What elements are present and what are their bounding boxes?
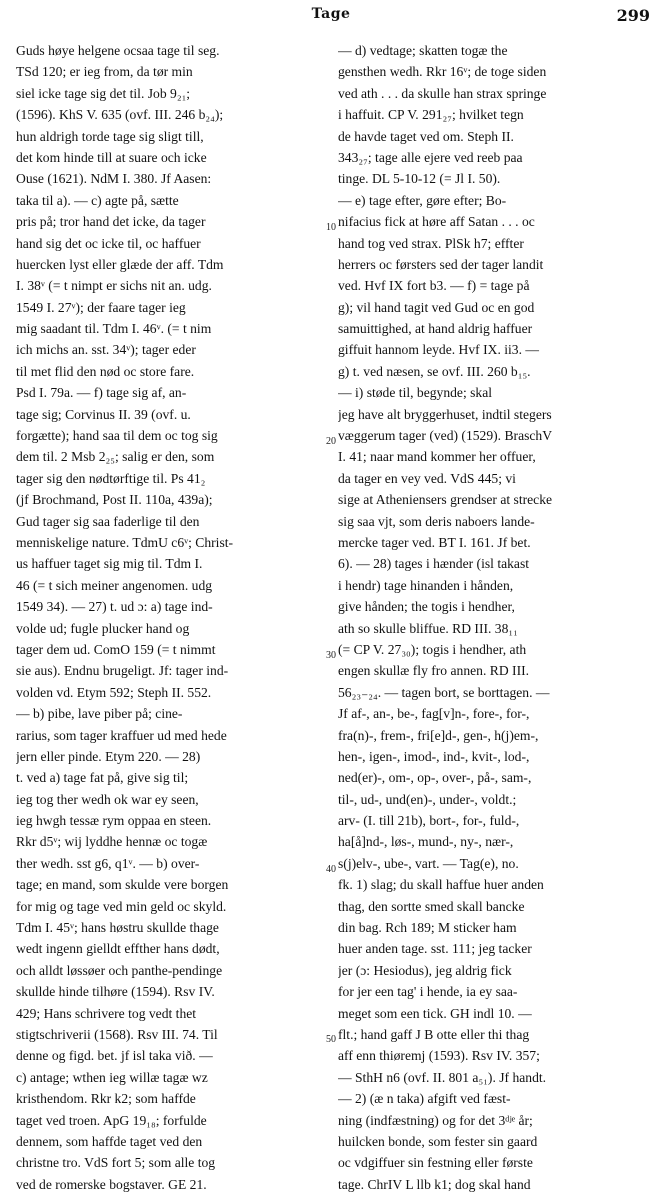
left-column-line: Rkr d5ᵛ; wij lyddhe hennæ oc togæ <box>16 834 208 850</box>
right-column-line: samuittighed, at hand aldrig haffuer <box>338 321 533 337</box>
line-number-50: 50 <box>326 1034 336 1045</box>
left-column-line: c) antage; wthen ieg willæ tagæ wz <box>16 1069 208 1085</box>
running-head: Tage <box>311 6 351 22</box>
right-column-line: huer anden tage. sst. 111; jeg tacker <box>338 941 532 957</box>
line-number-40: 40 <box>326 864 336 875</box>
left-column-line: forgætte); hand saa til dem oc tog sig <box>16 428 218 444</box>
right-column-line: ned(er)-, om-, op-, over-, på-, sam-, <box>338 770 532 786</box>
left-column-line: for mig og tage ved min geld oc skyld. <box>16 898 227 914</box>
left-column-line: ved de romerske bogstaver. GE 21. <box>16 1176 207 1192</box>
left-column-line: 1549 34). — 27) t. ud ɔ: a) tage ind- <box>16 599 213 615</box>
left-column-line: I. 38ᵛ (= t nimpt er sichs nit an. udg. <box>16 278 212 294</box>
left-column-line: taka til a). — c) agte på, sætte <box>16 192 179 208</box>
left-column-line: TSd 120; er ieg from, da tør min <box>16 64 193 80</box>
right-column-line: gensthen wedh. Rkr 16ᵛ; de toge siden <box>338 64 547 80</box>
left-column-line: ieg tog ther wedh ok war ey seen, <box>16 791 199 807</box>
right-column-line: engen skullæ fly fro annen. RD III. <box>338 663 530 679</box>
left-column-line: tager sig den nødtørftige til. Ps 41₂ <box>16 470 206 486</box>
left-column-line: huercken lyst eller glæde der aff. Tdm <box>16 256 224 272</box>
right-column-line: — e) tage efter, gøre efter; Bo- <box>338 192 507 208</box>
right-column-line: flt.; hand gaff J B otte eller thi thag <box>338 1026 530 1042</box>
right-column-line: tage. ChrIV L llb k1; dog skal hand <box>338 1176 531 1192</box>
right-column-line: I. 41; naar mand kommer her offuer, <box>338 449 536 465</box>
right-column-line: 56₂₃₋₂₄. — tagen bort, se borttagen. — <box>338 684 550 700</box>
right-column-line: g); vil hand tagit ved Gud oc en god <box>338 299 535 315</box>
left-column-line: pris på; tror hand det icke, da tager <box>16 214 206 230</box>
right-column-line: for jer een tag' i hende, ia ey saa- <box>338 984 518 1000</box>
left-column-line: 1549 I. 27ᵛ); der faare tager ieg <box>16 299 186 315</box>
right-column-line: — 2) (æ n taka) afgift ved fæst- <box>338 1091 511 1107</box>
left-column-line: dem til. 2 Msb 2₂₅; salig er den, som <box>16 449 215 465</box>
right-column-line: tinge. DL 5-10-12 (= Jl I. 50). <box>338 171 501 187</box>
left-column-line: (1596). KhS V. 635 (ovf. III. 246 b₂₄); <box>16 107 224 123</box>
right-column-line: 6). — 28) tages i hænder (isl takast <box>338 556 530 572</box>
left-column-line: tage; en mand, som skulde vere borgen <box>16 877 229 893</box>
left-column-line: stigtschriverii (1568). Rsv III. 74. Til <box>16 1026 218 1042</box>
left-column-line: — b) pibe, lave piber på; cine- <box>16 706 183 722</box>
left-column-line: jern eller pinde. Etym 220. — 28) <box>16 748 201 764</box>
line-number-10: 10 <box>326 222 336 233</box>
right-column-line: i haffuit. CP V. 291₂₇; hvilket tegn <box>338 107 524 123</box>
left-column-line: mig saadant til. Tdm I. 46ᵛ. (= t nim <box>16 321 212 337</box>
right-column-line: hand tog ved strax. PlSk h7; effter <box>338 235 524 251</box>
left-column-line: tage sig; Corvinus II. 39 (ovf. u. <box>16 406 191 422</box>
left-column-line: us haffuer taget sig mig til. Tdm I. <box>16 556 203 572</box>
right-column-line: arv- (I. till 21b), bort-, for-, fuld-, <box>338 813 520 829</box>
right-column-line: mercke tager ved. BT I. 161. Jf bet. <box>338 534 531 550</box>
left-column-line: denne og figd. bet. jf isl taka við. — <box>16 1048 213 1064</box>
page-number: 299 <box>616 6 650 25</box>
left-column-line: menniskelige nature. TdmU c6ᵛ; Christ- <box>16 534 234 550</box>
right-column-line: jer (ɔ: Hesiodus), jeg aldrig fick <box>338 962 512 978</box>
left-column-line: och alldt løssøer och panthe-pendinge <box>16 962 223 978</box>
left-column-line: 46 (= t sich meiner angenomen. udg <box>16 577 213 593</box>
right-column-line: meget som een tick. GH indl 10. — <box>338 1005 532 1021</box>
right-column-line: da tager en vey ved. VdS 445; vi <box>338 470 516 486</box>
right-column-line: nifacius fick at høre aff Satan . . . oc <box>338 214 535 230</box>
right-column-line: fk. 1) slag; du skall haffue huer anden <box>338 877 544 893</box>
right-column-line: 343₂₇; tage alle ejere ved reeb paa <box>338 149 523 165</box>
right-column-line: sig saa vjt, som deris naboers lande- <box>338 513 535 529</box>
right-column-line: sige at Atheniensers grendser at strecke <box>338 492 553 508</box>
right-column-line: give hånden; the togis i hendher, <box>338 599 515 615</box>
right-column-line: thag, den sortte smed skall bancke <box>338 898 525 914</box>
left-column-line: Ouse (1621). NdM I. 380. Jf Aasen: <box>16 171 212 187</box>
left-column-line: siel icke tage sig det til. Job 9₂₁; <box>16 85 191 101</box>
right-column-line: ha[å]nd-, løs-, mund-, ny-, nær-, <box>338 834 514 850</box>
right-column-line: herrers oc førsters sed der tager landit <box>338 256 544 272</box>
left-column-line: ther wedh. sst g6, q1ᵛ. — b) over- <box>16 855 200 871</box>
left-column-line: Psd I. 79a. — f) tage sig af, an- <box>16 385 187 401</box>
left-column-line: til met flid den nød oc store fare. <box>16 363 195 379</box>
right-column-line: aff enn thiøremj (1593). Rsv IV. 357; <box>338 1048 540 1064</box>
left-column-line: volde ud; fugle plucker hand og <box>16 620 190 636</box>
left-column-line: hun aldrigh torde tage sig sligt till, <box>16 128 204 144</box>
right-column-line: Jf af-, an-, be-, fag[v]n-, fore-, for-, <box>338 706 530 722</box>
left-column-line: taget ved troen. ApG 19₁₈; forfulde <box>16 1112 207 1128</box>
right-column-line: huilcken bonde, som fester sin gaard <box>338 1133 538 1149</box>
left-column-line: tager dem ud. ComO 159 (= t nimmt <box>16 641 216 657</box>
right-column-line: hen-, igen-, imod-, ind-, kvit-, lod-, <box>338 748 530 764</box>
left-column-line: kristhendom. Rkr k2; som haffde <box>16 1091 196 1107</box>
left-column-line: Guds høye helgene ocsaa tage til seg. <box>16 43 220 58</box>
left-column-line: hand sig det oc icke til, oc haffuer <box>16 235 201 251</box>
right-column-line: — d) vedtage; skatten togæ the <box>338 43 508 58</box>
right-column-line: s(j)elv-, ube-, vart. — Tag(e), no. <box>338 855 519 871</box>
left-column-line: (jf Brochmand, Post II. 110a, 439a); <box>16 492 213 508</box>
right-column-line: ath so skulle bliffue. RD III. 38₁₁ <box>338 620 518 636</box>
left-column <box>16 40 328 1195</box>
line-number-30: 30 <box>326 650 336 661</box>
right-column-line: i hendr) tage hinanden i hånden, <box>338 577 514 593</box>
left-column-line: Gud tager sig saa faderlige til den <box>16 513 200 529</box>
right-column-line: din bag. Rch 189; M sticker ham <box>338 920 517 936</box>
left-column-line: volden vd. Etym 592; Steph II. 552. <box>16 684 212 700</box>
right-column-line: de havde taget ved om. Steph II. <box>338 128 514 144</box>
left-column-line: skullde hinde tilhøre (1594). Rsv IV. <box>16 984 215 1000</box>
left-column-line: 429; Hans schrivere tog vedt thet <box>16 1005 197 1021</box>
right-column <box>338 40 650 1195</box>
left-column-line: sie aus). Endnu brugeligt. Jf: tager ind- <box>16 663 229 679</box>
right-column-line: — SthH n6 (ovf. II. 801 a₅₁). Jf handt. <box>338 1069 547 1085</box>
right-column-line: væggerum tager (ved) (1529). BraschV <box>338 428 553 444</box>
right-column-line: til-, ud-, und(en)-, under-, voldt.; <box>338 791 517 807</box>
right-column-line: fra(n)-, frem-, fri[e]d-, gen-, h(j)em-, <box>338 727 539 743</box>
left-column-line: christne tro. VdS fort 5; som alle tog <box>16 1155 216 1171</box>
right-column-line: ved ath . . . da skulle han strax springe <box>338 85 547 101</box>
left-column-line: t. ved a) tage fat på, give sig til; <box>16 770 189 786</box>
left-column-line: rarius, som tager kraffuer ud med hede <box>16 727 227 743</box>
right-column-line: giffuit hannom leyde. Hvf IX. ii3. — <box>338 342 539 358</box>
right-column-line: (= CP V. 27₃₀); togis i hendher, ath <box>338 641 527 657</box>
right-column-line: ning (indfæstning) og for det 3ᵈʲᵉ år; <box>338 1112 533 1128</box>
right-column-line: oc vdgiffuer sin festning eller første <box>338 1155 533 1171</box>
right-column-line: jeg have alt bryggerhuset, indtil stegers <box>338 406 552 422</box>
left-column-line: wedt ingenn gielldt effther hans dødt, <box>16 941 220 957</box>
left-column-line: dennem, som haffde taget ved den <box>16 1133 203 1149</box>
right-column-line: — i) støde til, begynde; skal <box>338 385 493 401</box>
left-column-line: det kom hinde till at suare och icke <box>16 149 207 165</box>
right-column-line: ved. Hvf IX fort b3. — f) = tage på <box>338 278 530 294</box>
left-column-line: ich michs an. sst. 34ᵛ); tager eder <box>16 342 196 358</box>
line-number-20: 20 <box>326 436 336 447</box>
left-column-line: ieg hwgh tessæ rym oppaa en steen. <box>16 813 212 829</box>
left-column-line: Tdm I. 45ᵛ; hans høstru skullde thage <box>16 920 219 936</box>
right-column-line: g) t. ved næsen, se ovf. III. 260 b₁₅. <box>338 363 531 379</box>
